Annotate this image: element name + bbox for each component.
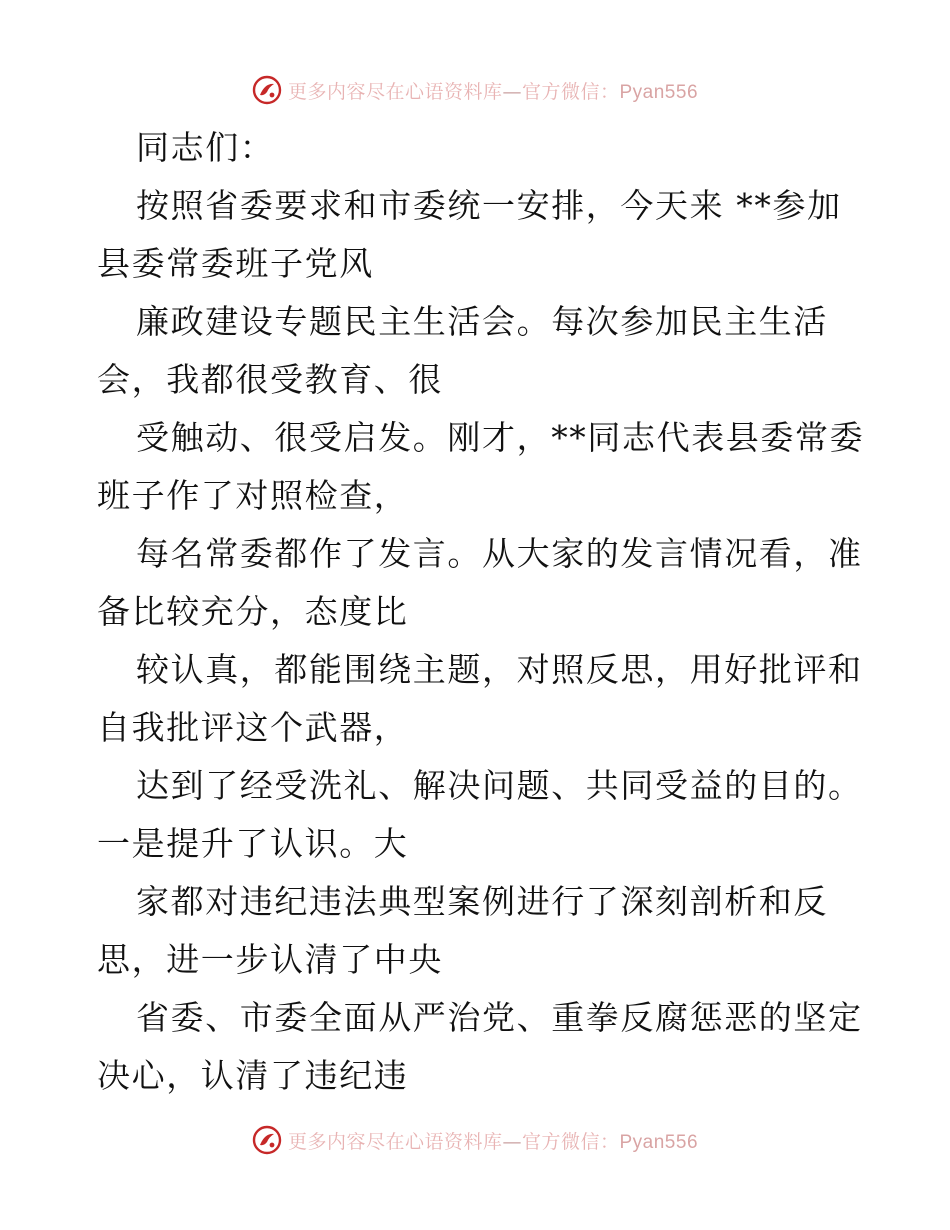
text-line: 决心，认清了违纪违: [97, 1056, 409, 1095]
header-banner-separator: —: [502, 80, 522, 103]
text-line-salutation: 同志们：: [136, 128, 275, 167]
header-banner-wechat: Pyan556: [619, 81, 699, 103]
text-line: 自我批评这个武器，: [97, 708, 409, 747]
brand-logo-icon: [252, 1125, 282, 1155]
footer-banner-separator: —: [502, 1130, 522, 1153]
text-line: 达到了经受洗礼、解决问题、共同受益的目的。: [136, 766, 863, 805]
header-banner: [0, 70, 950, 110]
text-line: 较认真，都能围绕主题，对照反思，用好批评和: [136, 650, 863, 689]
header-banner-suffix: 官方微信：: [521, 80, 620, 103]
text-line: 受触动、很受启发。刚才，**同志代表县委常委: [136, 418, 865, 457]
header-banner-title: 更多内容尽在心语资料库: [287, 80, 503, 103]
text-line: 一是提升了认识。大: [97, 824, 409, 863]
footer-banner-suffix: 官方微信：: [521, 1130, 620, 1153]
text-line: 廉政建设专题民主生活会。每次参加民主生活: [136, 302, 828, 341]
text-line: 每名常委都作了发言。从大家的发言情况看，准: [136, 534, 863, 573]
text-line: 省委、市委全面从严治党、重拳反腐惩恶的坚定: [136, 998, 863, 1037]
text-line: 家都对违纪违法典型案例进行了深刻剖析和反: [136, 882, 828, 921]
text-line: 班子作了对照检查，: [97, 476, 409, 515]
text-line: 备比较充分，态度比: [97, 592, 409, 631]
brand-logo-icon: [252, 75, 282, 105]
footer-banner: [0, 1120, 950, 1160]
footer-banner-wechat: Pyan556: [619, 1131, 699, 1153]
header-banner-text: [288, 77, 698, 104]
text-line: 县委常委班子党风: [97, 244, 374, 283]
text-line: 思，进一步认清了中央: [97, 940, 443, 979]
text-line: 按照省委要求和市委统一安排，今天来 **参加: [136, 186, 842, 225]
text-line: 会，我都很受教育、很: [97, 360, 443, 399]
footer-banner-text: [288, 1127, 698, 1154]
footer-banner-title: 更多内容尽在心语资料库: [287, 1130, 503, 1153]
